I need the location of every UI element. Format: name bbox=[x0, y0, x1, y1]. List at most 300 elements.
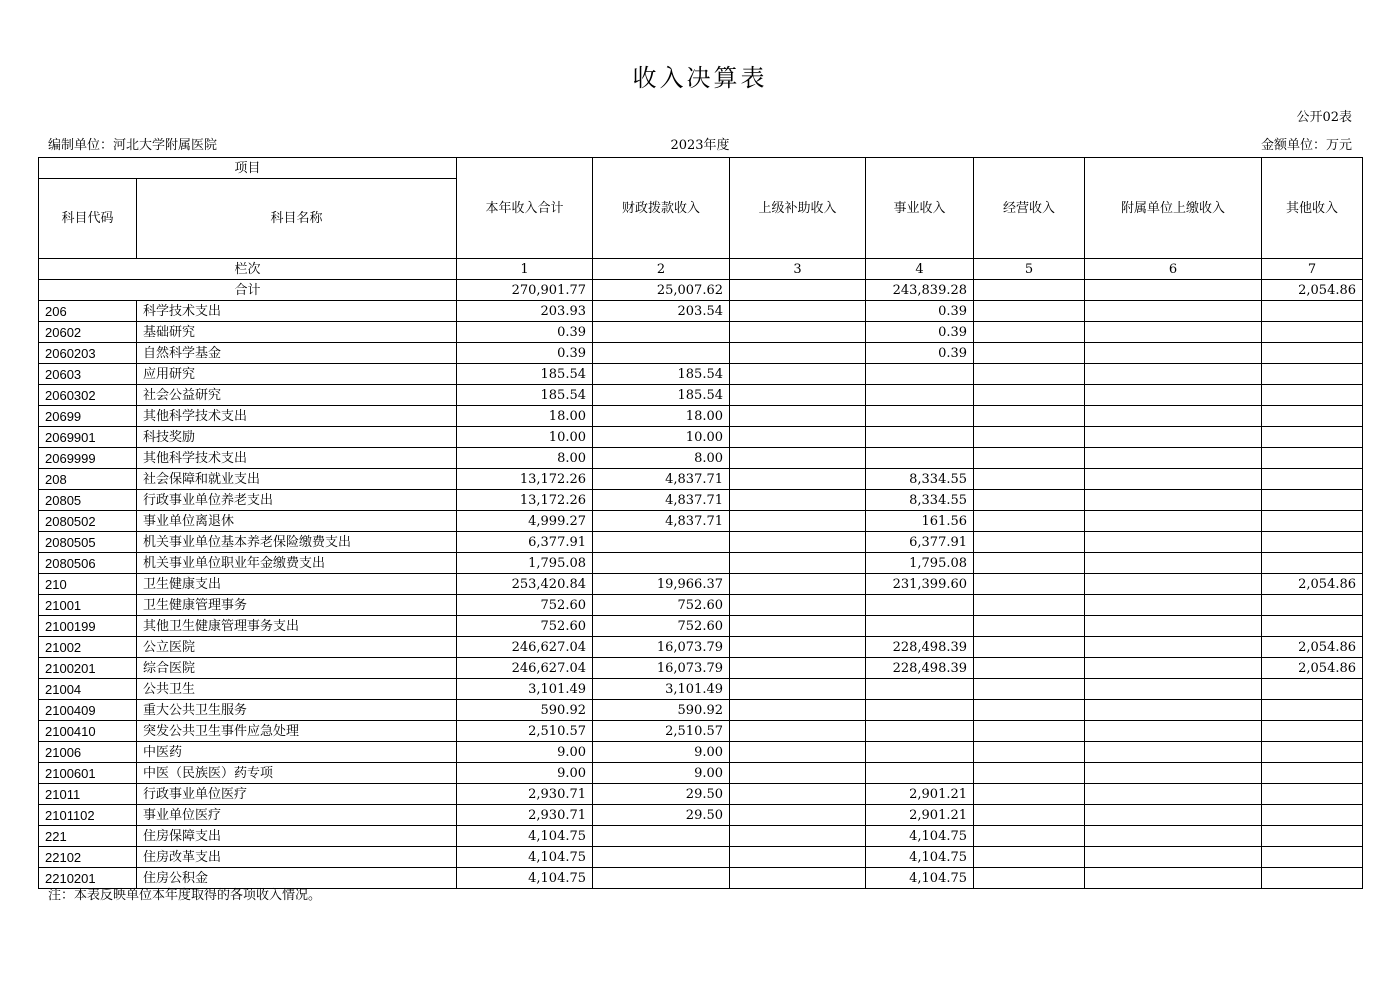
total-cell bbox=[730, 280, 866, 301]
total-cell: 2,054.86 bbox=[1262, 280, 1363, 301]
amount-cell bbox=[1085, 784, 1262, 805]
amount-cell: 228,498.39 bbox=[866, 658, 974, 679]
amount-cell: 1,795.08 bbox=[866, 553, 974, 574]
amount-cell bbox=[730, 322, 866, 343]
amount-cell: 13,172.26 bbox=[457, 469, 593, 490]
amount-cell bbox=[1262, 616, 1363, 637]
income-table bbox=[38, 157, 1363, 889]
amount-cell bbox=[974, 427, 1085, 448]
seq-cell: 3 bbox=[730, 259, 866, 280]
seq-cell: 5 bbox=[974, 259, 1085, 280]
subject-code: 21002 bbox=[39, 637, 137, 658]
amount-cell bbox=[593, 826, 730, 847]
amount-cell bbox=[1085, 805, 1262, 826]
amount-cell bbox=[1085, 511, 1262, 532]
money-unit: 金额单位：万元 bbox=[1260, 138, 1352, 153]
amount-cell: 8.00 bbox=[457, 448, 593, 469]
table-row bbox=[39, 427, 1363, 448]
amount-cell bbox=[974, 679, 1085, 700]
amount-cell bbox=[974, 763, 1085, 784]
amount-cell: 29.50 bbox=[593, 805, 730, 826]
amount-cell: 752.60 bbox=[457, 595, 593, 616]
amount-cell: 2,510.57 bbox=[457, 721, 593, 742]
table-row bbox=[39, 637, 1363, 658]
table-row bbox=[39, 721, 1363, 742]
amount-cell: 246,627.04 bbox=[457, 658, 593, 679]
subject-code: 2210201 bbox=[39, 868, 137, 889]
subject-name: 社会保障和就业支出 bbox=[137, 469, 457, 490]
table-row bbox=[39, 658, 1363, 679]
amount-cell: 2,054.86 bbox=[1262, 637, 1363, 658]
table-row bbox=[39, 469, 1363, 490]
subject-code: 20602 bbox=[39, 322, 137, 343]
total-cell bbox=[1085, 280, 1262, 301]
amount-cell bbox=[1085, 343, 1262, 364]
seq-cell: 4 bbox=[866, 259, 974, 280]
amount-cell: 185.54 bbox=[457, 385, 593, 406]
table-row bbox=[39, 847, 1363, 868]
amount-cell bbox=[974, 784, 1085, 805]
seq-cell: 2 bbox=[593, 259, 730, 280]
amount-cell: 9.00 bbox=[593, 742, 730, 763]
seq-cell: 7 bbox=[1262, 259, 1363, 280]
amount-cell: 246,627.04 bbox=[457, 637, 593, 658]
amount-cell bbox=[730, 595, 866, 616]
amount-cell bbox=[1085, 532, 1262, 553]
amount-cell bbox=[1262, 511, 1363, 532]
amount-cell bbox=[1085, 574, 1262, 595]
amount-cell bbox=[1085, 637, 1262, 658]
amount-cell bbox=[1085, 427, 1262, 448]
footnote: 注：本表反映单位本年度取得的各项收入情况。 bbox=[48, 888, 322, 903]
table-row bbox=[39, 343, 1363, 364]
amount-cell: 185.54 bbox=[457, 364, 593, 385]
subject-name: 科技奖励 bbox=[137, 427, 457, 448]
amount-cell bbox=[1085, 385, 1262, 406]
subject-name: 基础研究 bbox=[137, 322, 457, 343]
amount-cell bbox=[974, 511, 1085, 532]
subject-code: 20603 bbox=[39, 364, 137, 385]
amount-cell: 4,104.75 bbox=[866, 868, 974, 889]
subject-code: 2080502 bbox=[39, 511, 137, 532]
amount-cell: 2,510.57 bbox=[593, 721, 730, 742]
amount-cell bbox=[974, 616, 1085, 637]
amount-cell: 8,334.55 bbox=[866, 469, 974, 490]
amount-cell bbox=[974, 742, 1085, 763]
subject-code: 2100409 bbox=[39, 700, 137, 721]
form-number: 公开02表 bbox=[1296, 110, 1352, 125]
amount-cell: 0.39 bbox=[457, 322, 593, 343]
amount-cell bbox=[1262, 595, 1363, 616]
amount-cell: 752.60 bbox=[593, 595, 730, 616]
table-row bbox=[39, 301, 1363, 322]
total-cell bbox=[974, 280, 1085, 301]
amount-cell: 4,999.27 bbox=[457, 511, 593, 532]
amount-cell bbox=[1262, 826, 1363, 847]
amount-cell: 16,073.79 bbox=[593, 658, 730, 679]
amount-cell: 3,101.49 bbox=[457, 679, 593, 700]
amount-cell bbox=[1085, 847, 1262, 868]
amount-cell bbox=[866, 679, 974, 700]
amount-cell bbox=[1262, 679, 1363, 700]
amount-cell bbox=[593, 532, 730, 553]
amount-cell bbox=[730, 574, 866, 595]
subject-code: 2101102 bbox=[39, 805, 137, 826]
amount-cell bbox=[1085, 826, 1262, 847]
subject-code: 208 bbox=[39, 469, 137, 490]
subject-name: 住房改革支出 bbox=[137, 847, 457, 868]
table-row bbox=[39, 490, 1363, 511]
amount-cell bbox=[730, 616, 866, 637]
amount-cell bbox=[730, 658, 866, 679]
amount-cell bbox=[974, 364, 1085, 385]
amount-cell: 16,073.79 bbox=[593, 637, 730, 658]
table-row bbox=[39, 679, 1363, 700]
amount-cell bbox=[866, 448, 974, 469]
amount-cell: 0.39 bbox=[866, 301, 974, 322]
amount-cell bbox=[1085, 469, 1262, 490]
subject-code: 2069999 bbox=[39, 448, 137, 469]
amount-cell: 253,420.84 bbox=[457, 574, 593, 595]
amount-cell: 18.00 bbox=[593, 406, 730, 427]
amount-cell: 3,101.49 bbox=[593, 679, 730, 700]
amount-cell: 185.54 bbox=[593, 364, 730, 385]
header-col-5: 经营收入 bbox=[974, 158, 1085, 259]
amount-cell bbox=[593, 553, 730, 574]
amount-cell bbox=[974, 826, 1085, 847]
table-row bbox=[39, 553, 1363, 574]
amount-cell bbox=[1262, 406, 1363, 427]
amount-cell bbox=[866, 721, 974, 742]
subject-name: 其他科学技术支出 bbox=[137, 406, 457, 427]
amount-cell bbox=[974, 658, 1085, 679]
subject-name: 中医（民族医）药专项 bbox=[137, 763, 457, 784]
subject-name: 行政事业单位医疗 bbox=[137, 784, 457, 805]
total-label: 合计 bbox=[39, 280, 457, 301]
header-name: 科目名称 bbox=[137, 179, 457, 259]
amount-cell bbox=[974, 847, 1085, 868]
amount-cell: 4,104.75 bbox=[457, 826, 593, 847]
amount-cell: 2,901.21 bbox=[866, 784, 974, 805]
subject-name: 机关事业单位基本养老保险缴费支出 bbox=[137, 532, 457, 553]
amount-cell bbox=[866, 364, 974, 385]
amount-cell bbox=[1262, 805, 1363, 826]
amount-cell bbox=[730, 679, 866, 700]
amount-cell: 6,377.91 bbox=[866, 532, 974, 553]
subject-name: 综合医院 bbox=[137, 658, 457, 679]
subject-name: 其他卫生健康管理事务支出 bbox=[137, 616, 457, 637]
subject-code: 21004 bbox=[39, 679, 137, 700]
header-item: 项目 bbox=[39, 158, 457, 179]
table-row bbox=[39, 532, 1363, 553]
amount-cell: 29.50 bbox=[593, 784, 730, 805]
table-row bbox=[39, 385, 1363, 406]
amount-cell bbox=[730, 406, 866, 427]
subject-name: 公共卫生 bbox=[137, 679, 457, 700]
amount-cell: 6,377.91 bbox=[457, 532, 593, 553]
amount-cell bbox=[1262, 301, 1363, 322]
table-row bbox=[39, 574, 1363, 595]
amount-cell bbox=[1085, 322, 1262, 343]
table-row bbox=[39, 742, 1363, 763]
amount-cell bbox=[974, 595, 1085, 616]
subject-name: 事业单位医疗 bbox=[137, 805, 457, 826]
amount-cell bbox=[1085, 490, 1262, 511]
header-col-4: 事业收入 bbox=[866, 158, 974, 259]
amount-cell bbox=[730, 385, 866, 406]
subject-name: 事业单位离退休 bbox=[137, 511, 457, 532]
amount-cell bbox=[974, 301, 1085, 322]
amount-cell: 228,498.39 bbox=[866, 637, 974, 658]
amount-cell bbox=[1262, 784, 1363, 805]
header-col-1: 本年收入合计 bbox=[457, 158, 593, 259]
amount-cell: 2,930.71 bbox=[457, 784, 593, 805]
amount-cell bbox=[866, 427, 974, 448]
table-row bbox=[39, 700, 1363, 721]
amount-cell bbox=[1085, 700, 1262, 721]
amount-cell bbox=[1085, 742, 1262, 763]
amount-cell: 9.00 bbox=[457, 742, 593, 763]
amount-cell bbox=[593, 868, 730, 889]
amount-cell bbox=[974, 343, 1085, 364]
amount-cell bbox=[1262, 532, 1363, 553]
subject-code: 210 bbox=[39, 574, 137, 595]
amount-cell: 185.54 bbox=[593, 385, 730, 406]
amount-cell bbox=[866, 385, 974, 406]
amount-cell: 203.93 bbox=[457, 301, 593, 322]
amount-cell bbox=[593, 343, 730, 364]
amount-cell bbox=[974, 574, 1085, 595]
amount-cell bbox=[1262, 322, 1363, 343]
amount-cell: 9.00 bbox=[457, 763, 593, 784]
amount-cell bbox=[730, 448, 866, 469]
subject-name: 科学技术支出 bbox=[137, 301, 457, 322]
amount-cell bbox=[974, 553, 1085, 574]
seq-cell: 6 bbox=[1085, 259, 1262, 280]
amount-cell: 4,104.75 bbox=[457, 868, 593, 889]
amount-cell: 231,399.60 bbox=[866, 574, 974, 595]
amount-cell bbox=[974, 490, 1085, 511]
amount-cell bbox=[730, 784, 866, 805]
amount-cell: 0.39 bbox=[866, 322, 974, 343]
amount-cell bbox=[1085, 658, 1262, 679]
amount-cell bbox=[730, 532, 866, 553]
meta-line bbox=[48, 134, 1352, 152]
amount-cell bbox=[866, 595, 974, 616]
page-title: 收入决算表 bbox=[632, 64, 768, 92]
amount-cell bbox=[730, 847, 866, 868]
amount-cell: 590.92 bbox=[457, 700, 593, 721]
amount-cell bbox=[1085, 301, 1262, 322]
subject-name: 中医药 bbox=[137, 742, 457, 763]
amount-cell: 2,054.86 bbox=[1262, 574, 1363, 595]
amount-cell: 4,837.71 bbox=[593, 469, 730, 490]
subject-name: 重大公共卫生服务 bbox=[137, 700, 457, 721]
amount-cell: 2,054.86 bbox=[1262, 658, 1363, 679]
subject-name: 住房保障支出 bbox=[137, 826, 457, 847]
header-col-6: 附属单位上缴收入 bbox=[1085, 158, 1262, 259]
amount-cell bbox=[1262, 364, 1363, 385]
amount-cell bbox=[866, 700, 974, 721]
amount-cell bbox=[1262, 343, 1363, 364]
header-col-7: 其他收入 bbox=[1262, 158, 1363, 259]
subject-code: 2069901 bbox=[39, 427, 137, 448]
total-cell: 243,839.28 bbox=[866, 280, 974, 301]
amount-cell: 1,795.08 bbox=[457, 553, 593, 574]
amount-cell bbox=[866, 742, 974, 763]
header-code: 科目代码 bbox=[39, 179, 137, 259]
amount-cell bbox=[866, 763, 974, 784]
subject-code: 2060203 bbox=[39, 343, 137, 364]
header-col-2: 财政拨款收入 bbox=[593, 158, 730, 259]
table-row bbox=[39, 448, 1363, 469]
amount-cell bbox=[1085, 763, 1262, 784]
reporting-unit: 编制单位：河北大学附属医院 bbox=[48, 138, 218, 153]
amount-cell bbox=[1085, 406, 1262, 427]
amount-cell bbox=[974, 805, 1085, 826]
subject-code: 2100410 bbox=[39, 721, 137, 742]
amount-cell: 4,837.71 bbox=[593, 511, 730, 532]
amount-cell: 2,930.71 bbox=[457, 805, 593, 826]
amount-cell: 4,104.75 bbox=[457, 847, 593, 868]
subject-code: 206 bbox=[39, 301, 137, 322]
table-row bbox=[39, 511, 1363, 532]
amount-cell bbox=[1262, 490, 1363, 511]
amount-cell bbox=[1262, 700, 1363, 721]
amount-cell bbox=[1085, 595, 1262, 616]
amount-cell: 10.00 bbox=[457, 427, 593, 448]
subject-code: 21001 bbox=[39, 595, 137, 616]
seq-label: 栏次 bbox=[39, 259, 457, 280]
subject-name: 卫生健康管理事务 bbox=[137, 595, 457, 616]
amount-cell: 0.39 bbox=[866, 343, 974, 364]
total-cell: 270,901.77 bbox=[457, 280, 593, 301]
amount-cell bbox=[1262, 868, 1363, 889]
amount-cell bbox=[730, 742, 866, 763]
amount-cell bbox=[730, 427, 866, 448]
amount-cell bbox=[974, 868, 1085, 889]
table-row bbox=[39, 595, 1363, 616]
amount-cell bbox=[974, 700, 1085, 721]
amount-cell bbox=[1262, 763, 1363, 784]
subject-name: 公立医院 bbox=[137, 637, 457, 658]
amount-cell bbox=[593, 847, 730, 868]
subject-code: 2060302 bbox=[39, 385, 137, 406]
table-row bbox=[39, 616, 1363, 637]
amount-cell bbox=[1262, 742, 1363, 763]
amount-cell: 4,104.75 bbox=[866, 847, 974, 868]
amount-cell bbox=[1085, 364, 1262, 385]
table-row bbox=[39, 406, 1363, 427]
total-cell: 25,007.62 bbox=[593, 280, 730, 301]
amount-cell bbox=[974, 532, 1085, 553]
amount-cell bbox=[730, 700, 866, 721]
subject-name: 应用研究 bbox=[137, 364, 457, 385]
table-row bbox=[39, 805, 1363, 826]
amount-cell: 4,837.71 bbox=[593, 490, 730, 511]
table-row bbox=[39, 322, 1363, 343]
subject-code: 22102 bbox=[39, 847, 137, 868]
amount-cell bbox=[730, 343, 866, 364]
amount-cell: 13,172.26 bbox=[457, 490, 593, 511]
subject-code: 21006 bbox=[39, 742, 137, 763]
subject-name: 行政事业单位养老支出 bbox=[137, 490, 457, 511]
amount-cell: 8,334.55 bbox=[866, 490, 974, 511]
amount-cell bbox=[730, 469, 866, 490]
amount-cell: 590.92 bbox=[593, 700, 730, 721]
amount-cell: 203.54 bbox=[593, 301, 730, 322]
seq-cell: 1 bbox=[457, 259, 593, 280]
amount-cell bbox=[1085, 616, 1262, 637]
amount-cell bbox=[730, 721, 866, 742]
amount-cell: 4,104.75 bbox=[866, 826, 974, 847]
subject-code: 2100201 bbox=[39, 658, 137, 679]
amount-cell bbox=[974, 448, 1085, 469]
amount-cell bbox=[1262, 448, 1363, 469]
amount-cell bbox=[1262, 385, 1363, 406]
subject-code: 2100199 bbox=[39, 616, 137, 637]
subject-name: 自然科学基金 bbox=[137, 343, 457, 364]
amount-cell bbox=[866, 616, 974, 637]
subject-code: 20805 bbox=[39, 490, 137, 511]
amount-cell bbox=[730, 490, 866, 511]
amount-cell bbox=[1085, 448, 1262, 469]
amount-cell: 161.56 bbox=[866, 511, 974, 532]
amount-cell bbox=[974, 406, 1085, 427]
subject-name: 卫生健康支出 bbox=[137, 574, 457, 595]
amount-cell bbox=[730, 364, 866, 385]
amount-cell bbox=[974, 322, 1085, 343]
amount-cell bbox=[1262, 469, 1363, 490]
amount-cell bbox=[1085, 553, 1262, 574]
amount-cell bbox=[730, 301, 866, 322]
amount-cell: 752.60 bbox=[457, 616, 593, 637]
fiscal-year: 2023年度 bbox=[670, 138, 730, 153]
amount-cell: 0.39 bbox=[457, 343, 593, 364]
subject-name: 突发公共卫生事件应急处理 bbox=[137, 721, 457, 742]
table-row bbox=[39, 784, 1363, 805]
amount-cell: 2,901.21 bbox=[866, 805, 974, 826]
subject-name: 机关事业单位职业年金缴费支出 bbox=[137, 553, 457, 574]
subject-name: 社会公益研究 bbox=[137, 385, 457, 406]
table-row bbox=[39, 826, 1363, 847]
table-row bbox=[39, 364, 1363, 385]
amount-cell bbox=[1262, 553, 1363, 574]
amount-cell bbox=[593, 322, 730, 343]
subject-code: 2100601 bbox=[39, 763, 137, 784]
amount-cell: 752.60 bbox=[593, 616, 730, 637]
amount-cell bbox=[974, 469, 1085, 490]
amount-cell: 18.00 bbox=[457, 406, 593, 427]
amount-cell bbox=[1262, 721, 1363, 742]
amount-cell bbox=[730, 511, 866, 532]
amount-cell bbox=[974, 637, 1085, 658]
amount-cell bbox=[730, 553, 866, 574]
amount-cell bbox=[974, 385, 1085, 406]
subject-name: 其他科学技术支出 bbox=[137, 448, 457, 469]
amount-cell: 8.00 bbox=[593, 448, 730, 469]
amount-cell bbox=[730, 637, 866, 658]
subject-code: 2080505 bbox=[39, 532, 137, 553]
amount-cell bbox=[1262, 427, 1363, 448]
amount-cell bbox=[730, 826, 866, 847]
amount-cell bbox=[974, 721, 1085, 742]
amount-cell bbox=[730, 763, 866, 784]
subject-code: 2080506 bbox=[39, 553, 137, 574]
subject-code: 20699 bbox=[39, 406, 137, 427]
amount-cell bbox=[1085, 721, 1262, 742]
amount-cell bbox=[730, 868, 866, 889]
